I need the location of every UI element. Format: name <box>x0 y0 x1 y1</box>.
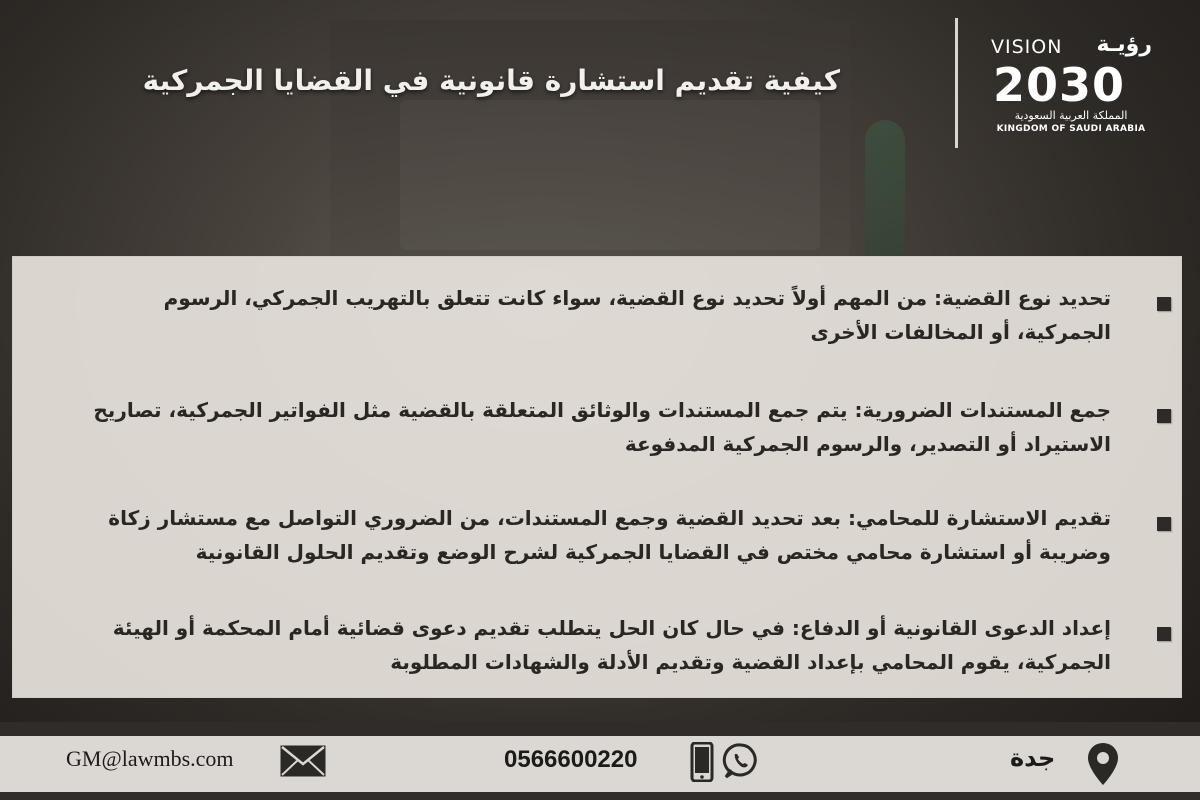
page-title: كيفية تقديم استشارة قانونية في القضايا الجمركية <box>142 64 840 97</box>
vision-2030-logo <box>985 32 1160 136</box>
content-panel <box>12 256 1182 698</box>
whatsapp-icon <box>722 742 760 784</box>
mail-icon <box>280 745 326 781</box>
list-item <box>91 281 1171 349</box>
background-signage <box>400 100 820 250</box>
list-item <box>91 501 1171 569</box>
logo-year-text: 2030 <box>993 58 1126 112</box>
list-item-text: جمع المستندات الضرورية: يتم جمع المستندات والوثائق المتعلقة بالقضية مثل الفواتير الجمركية، تصاريح الاستيراد أو التصدير، والرسوم الجمركية المدفوعة <box>93 398 1111 456</box>
email-link[interactable]: GM@lawmbs.com <box>66 746 234 771</box>
list-item-text: تحديد نوع القضية: من المهم أولاً تحديد نوع القضية، سواء كانت تتعلق بالتهريب الجمركي، الرسوم الجمركية، أو المخالفات الأخرى <box>163 286 1111 344</box>
list-item <box>91 393 1171 461</box>
contact-footer <box>0 736 1200 792</box>
location-pin-icon <box>1086 741 1120 791</box>
logo-vision-text: VISION <box>991 36 1063 58</box>
logo-ruya-text: رؤيـة <box>1096 32 1152 57</box>
logo-divider <box>955 18 958 148</box>
list-item-text: إعداد الدعوى القانونية أو الدفاع: في حال كان الحل يتطلب تقديم دعوى قضائية أمام المحكمة أو الهيئة الجمركية، يقوم المحامي بإعداد القضية وتقديم الأدلة والشهادات المطلوبة <box>112 616 1111 674</box>
list-item <box>91 611 1171 679</box>
mobile-phone-icon <box>690 742 714 786</box>
bullet-square-icon <box>1157 409 1171 423</box>
logo-kingdom-arabic: المملكة العربية السعودية <box>1014 109 1128 122</box>
phone-number[interactable]: 0566600220 <box>504 746 638 773</box>
list-item-text: تقديم الاستشارة للمحامي: بعد تحديد القضية وجمع المستندات، من الضروري التواصل مع مستشار زكاة وضريبة أو استشارة محامي مختص في القضايا الجمركية لشرح الوضع وتقديم الحلول القانونية <box>108 506 1111 564</box>
logo-kingdom-english: KINGDOM OF SAUDI ARABIA <box>996 124 1146 134</box>
city-label: جدة <box>1010 744 1056 772</box>
bullet-square-icon <box>1157 517 1171 531</box>
background-flag <box>865 120 905 260</box>
bullet-square-icon <box>1157 627 1171 641</box>
bullet-square-icon <box>1157 297 1171 311</box>
